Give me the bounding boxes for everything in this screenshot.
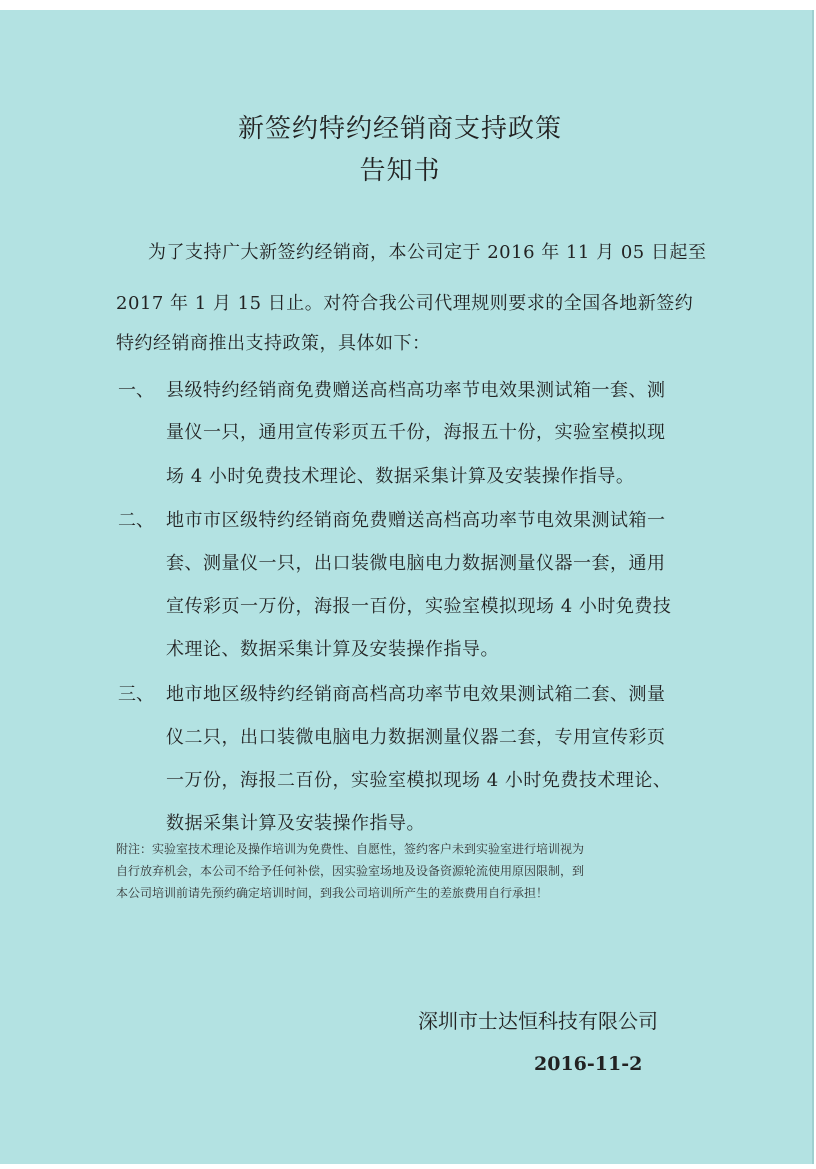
item-3-line-4: 数据采集计算及安装操作指导。 [166,813,425,834]
item-3-line-3: 一万份，海报二百份，实验室模拟现场 4 小时免费技术理论、 [166,770,672,791]
intro-line-2: 2017 年 1 月 15 日止。对符合我公司代理规则要求的全国各地新签约 [116,293,694,314]
item-1-line-3: 场 4 小时免费技术理论、数据采集计算及安装操作指导。 [166,466,635,487]
item-2-line-2: 套、测量仪一只，出口装微电脑电力数据测量仪器一套，通用 [166,553,666,574]
item-2-line-1: 地市市区级特约经销商免费赠送高档高功率节电效果测试箱一 [166,510,666,531]
item-2-line-4: 术理论、数据采集计算及安装操作指导。 [166,639,499,660]
intro-line-3: 特约经销商推出支持政策，具体如下： [116,333,431,354]
item-3-number: 三、 [118,684,154,705]
document-sheet [0,10,814,1164]
company-name: 深圳市士达恒科技有限公司 [418,1009,658,1033]
item-3-line-1: 地市地区级特约经销商高档高功率节电效果测试箱二套、测量 [166,684,666,705]
item-1-line-1: 县级特约经销商免费赠送高档高功率节电效果测试箱一套、测 [166,380,666,401]
item-1-line-2: 量仪一只，通用宣传彩页五千份，海报五十份，实验室模拟现 [166,422,666,443]
issue-date: 2016-11-2 [534,1053,643,1075]
item-1-number: 一、 [118,380,154,401]
item-3-line-2: 仪二只，出口装微电脑电力数据测量仪器二套，专用宣传彩页 [166,727,666,748]
note-line-2: 自行放弃机会，本公司不给予任何补偿，因实验室场地及设备资源轮流使用原因限制，到 [116,864,585,878]
title-line-2: 告知书 [359,156,441,186]
item-2-line-3: 宣传彩页一万份，海报一百份，实验室模拟现场 4 小时免费技 [166,596,672,617]
title-line-1: 新签约特约经销商支持政策 [237,114,562,144]
item-2-number: 二、 [118,510,154,531]
note-line-1: 附注：实验室技术理论及操作培训为免费性、自愿性，签约客户未到实验室进行培训视为 [116,842,585,856]
intro-line-1: 为了支持广大新签约经销商，本公司定于 2016 年 11 月 05 日起至 [148,242,707,263]
note-line-3: 本公司培训前请先预约确定培训时间，到我公司培训所产生的差旅费用自行承担！ [116,886,549,900]
